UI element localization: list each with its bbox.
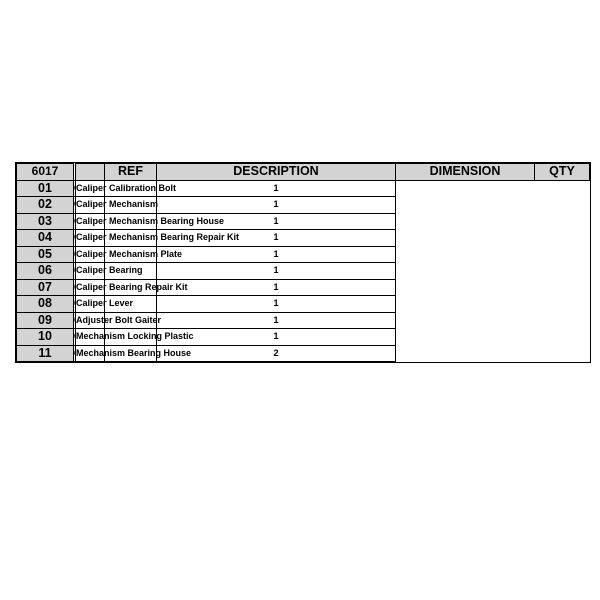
group-code-cell [17, 164, 74, 181]
group-code: 6017 [31, 164, 59, 179]
qty-cell: 2 [157, 345, 396, 362]
table-row [17, 230, 590, 247]
table-row [17, 296, 590, 313]
description-cell: Caliper Bearing Repair Kit [76, 279, 105, 296]
row-number: 11 [17, 345, 74, 362]
parts-table [16, 163, 590, 362]
description-cell: Caliper Mechanism [76, 197, 105, 214]
table-row [17, 329, 590, 346]
description-cell: Caliper Calibration Bolt [76, 180, 105, 197]
row-number: 06 [17, 263, 74, 280]
dimension-header: DIMENSION [396, 164, 535, 181]
row-number: 08 [17, 296, 74, 313]
qty-cell: 1 [157, 312, 396, 329]
header-row [17, 164, 590, 181]
description-cell: Caliper Mechanism Plate [76, 246, 105, 263]
table-row [17, 345, 590, 362]
row-number: 03 [17, 213, 74, 230]
row-number: 04 [17, 230, 74, 247]
qty-cell: 1 [157, 246, 396, 263]
table-row [17, 180, 590, 197]
qty-cell: 1 [157, 230, 396, 247]
table-row [17, 197, 590, 214]
description-cell: Caliper Mechanism Bearing Repair Kit [76, 230, 105, 247]
description-cell: Caliper Lever [76, 296, 105, 313]
qty-cell: 1 [157, 263, 396, 280]
qty-cell: 1 [157, 329, 396, 346]
row-number: 09 [17, 312, 74, 329]
description-header: DESCRIPTION [157, 164, 396, 181]
description-cell: Caliper Bearing [76, 263, 105, 280]
row-number: 02 [17, 197, 74, 214]
row-number: 10 [17, 329, 74, 346]
table-row [17, 213, 590, 230]
description-cell: Mechanism Bearing House [76, 345, 105, 362]
num-header [76, 164, 105, 181]
parts-rows [17, 180, 590, 362]
description-cell: Mechanism Locking Plastic [76, 329, 105, 346]
description-cell: Caliper Mechanism Bearing House [76, 213, 105, 230]
qty-cell: 1 [157, 197, 396, 214]
row-number: 01 [17, 180, 74, 197]
qty-cell: 1 [157, 180, 396, 197]
ref-header: REF [105, 164, 157, 181]
table-row [17, 312, 590, 329]
table-row [17, 279, 590, 296]
row-number: 05 [17, 246, 74, 263]
table-row [17, 263, 590, 280]
qty-cell: 1 [157, 279, 396, 296]
row-number: 07 [17, 279, 74, 296]
table-row [17, 246, 590, 263]
qty-cell: 1 [157, 296, 396, 313]
description-cell: Adjuster Bolt Gaiter [76, 312, 105, 329]
qty-header: QTY [535, 164, 590, 181]
qty-cell: 1 [157, 213, 396, 230]
